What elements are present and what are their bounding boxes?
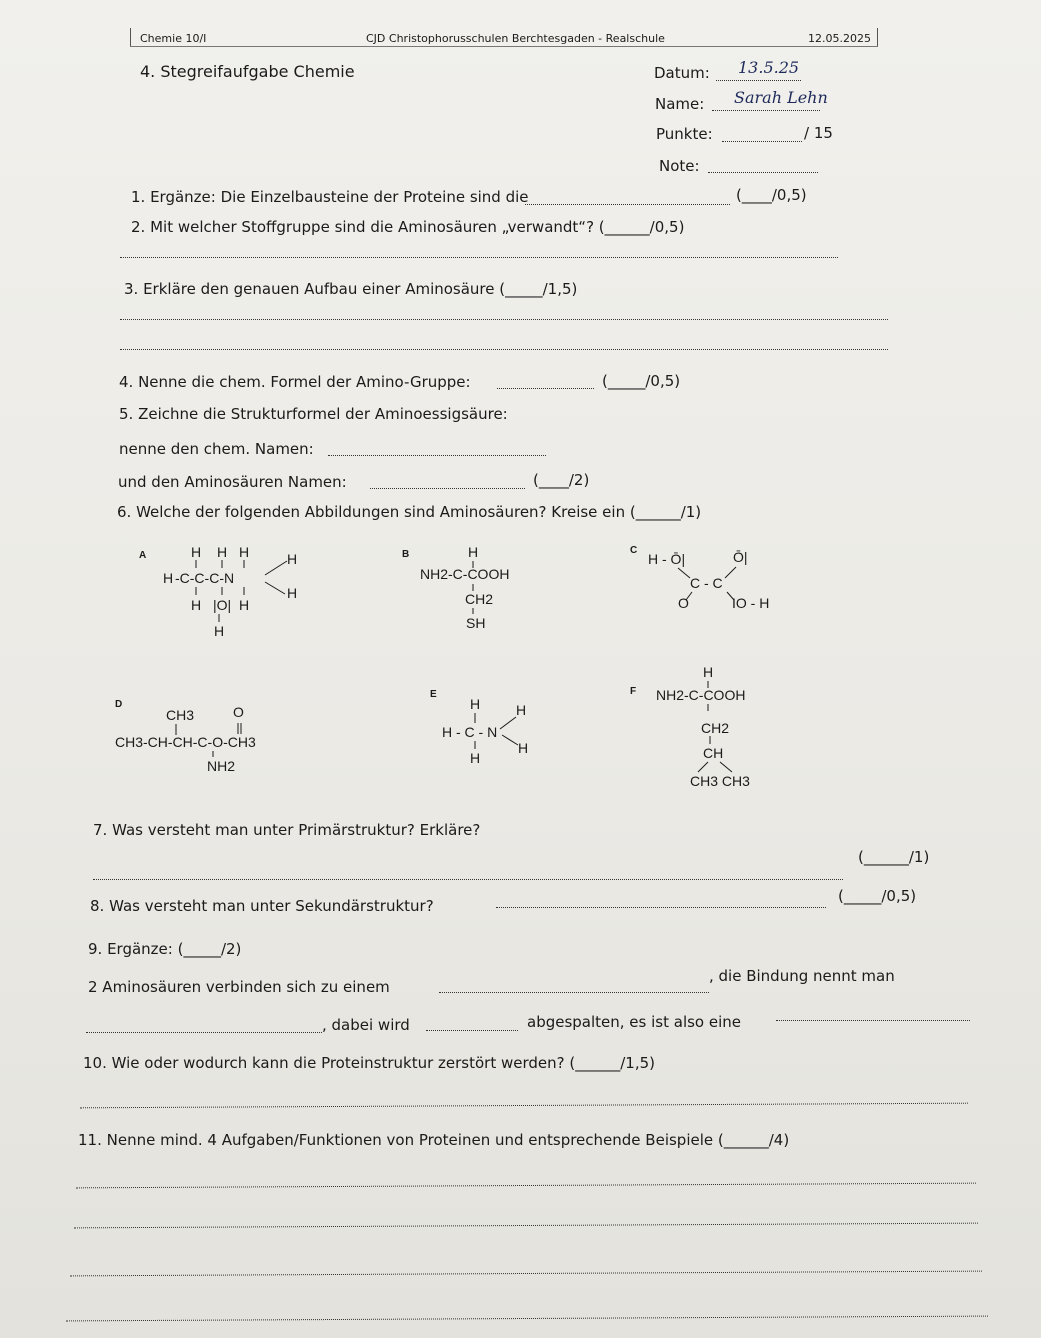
svg-text:NH2-C-COOH: NH2-C-COOH [656, 687, 746, 703]
punkte-label: Punkte: [656, 125, 713, 143]
name-line [712, 110, 820, 111]
q4-points: (_____/0,5) [602, 372, 681, 390]
structure-c[interactable] [628, 540, 788, 620]
q7-text: 7. Was versteht man unter Primärstruktur? Erkläre? [93, 821, 481, 839]
header-left-bar [130, 28, 131, 46]
q7-points: (______/1) [858, 848, 930, 866]
svg-text:H - C - N: H - C - N [442, 724, 498, 740]
svg-text:H: H [468, 544, 479, 560]
header-date: 12.05.2025 [808, 32, 871, 45]
svg-text:H: H [239, 544, 250, 560]
structure-e[interactable] [430, 685, 550, 775]
datum-line [716, 80, 801, 81]
q1-answer-line[interactable] [525, 204, 730, 205]
q1-text: 1. Ergänze: Die Einzelbausteine der Proteine sind die [131, 188, 529, 206]
svg-text:O: O [233, 704, 244, 720]
svg-text:IO - H: IO - H [732, 595, 770, 611]
svg-text:H: H [191, 597, 202, 613]
punkte-line[interactable] [722, 141, 802, 142]
q8-text: 8. Was versteht man unter Sekundärstruktur? [90, 897, 434, 915]
q9-line1-a: 2 Aminosäuren verbinden sich zu einem [88, 978, 390, 996]
structure-c-label: C [630, 545, 638, 556]
svg-text:SH: SH [466, 615, 486, 631]
name-label: Name: [655, 95, 705, 113]
q1-points: (____/0,5) [736, 186, 807, 204]
note-label: Note: [659, 157, 700, 175]
structure-e-label: E [430, 689, 437, 700]
svg-text:H: H [217, 544, 228, 560]
q11-answer-line-3[interactable] [70, 1271, 982, 1277]
name-value[interactable]: Sarah Lehn [734, 88, 828, 107]
q5-amino-name-label: und den Aminosäuren Namen: [118, 473, 347, 491]
structure-b-label: B [402, 549, 410, 560]
q10-answer-line[interactable] [80, 1103, 968, 1109]
structure-d[interactable] [115, 695, 375, 785]
q9-line2-a: , dabei wird [322, 1016, 410, 1034]
q9-line2-b: abgespalten, es ist also eine [527, 1013, 742, 1031]
structure-a[interactable] [135, 540, 335, 650]
q9-line1-b: , die Bindung nennt man [709, 967, 895, 985]
q2-answer-line[interactable] [120, 257, 838, 258]
svg-text:H: H [191, 544, 202, 560]
q9-blank-4[interactable] [776, 1020, 970, 1021]
q11-answer-line-1[interactable] [76, 1183, 976, 1189]
svg-text:H - Ō|: H - Ō| [648, 551, 686, 567]
page-title: 4. Stegreifaufgabe Chemie [140, 62, 355, 81]
q3-answer-line-1[interactable] [120, 319, 888, 320]
q2-text: 2. Mit welcher Stoffgruppe sind die Aminosäuren „verwandt“? (______/0,5) [131, 218, 685, 236]
q9-blank-1[interactable] [439, 992, 709, 993]
svg-text:H: H [470, 696, 481, 712]
structure-a-label: A [139, 550, 147, 561]
q8-answer-line[interactable] [496, 907, 826, 908]
svg-text:CH2: CH2 [701, 720, 730, 736]
svg-text:H: H [287, 585, 298, 601]
q3-answer-line-2[interactable] [120, 349, 888, 350]
structure-d-label: D [115, 699, 123, 710]
svg-text:CH3-CH-CH-C-O-CH3: CH3-CH-CH-C-O-CH3 [115, 734, 256, 750]
q5-chem-name-line[interactable] [328, 455, 546, 456]
datum-value[interactable]: 13.5.25 [738, 58, 800, 77]
q10-text: 10. Wie oder wodurch kann die Proteinstruktur zerstört werden? (______/1,5) [83, 1054, 655, 1072]
note-line[interactable] [708, 172, 818, 173]
school-name: CJD Christophorusschulen Berchtesgaden - Realschule [366, 32, 665, 45]
q5-amino-name-line[interactable] [370, 488, 525, 489]
svg-text:NH2-C-COOH: NH2-C-COOH [420, 566, 510, 582]
q9-blank-2[interactable] [86, 1032, 322, 1033]
q11-answer-line-2[interactable] [74, 1223, 978, 1229]
q5-chem-name-label: nenne den chem. Namen: [119, 440, 314, 458]
svg-text:NH2: NH2 [207, 758, 236, 774]
svg-text:H: H [214, 623, 225, 639]
svg-text:CH: CH [703, 745, 724, 761]
q5-points: (____/2) [533, 471, 590, 489]
q3-text: 3. Erkläre den genauen Aufbau einer Aminosäure (_____/1,5) [124, 280, 578, 298]
header-underline [130, 46, 878, 47]
svg-text:H: H [163, 570, 174, 586]
header-right-bar [877, 28, 878, 46]
svg-text:C - C: C - C [690, 575, 723, 591]
q4-answer-line[interactable] [497, 388, 594, 389]
q11-text: 11. Nenne mind. 4 Aufgaben/Funktionen von Proteinen und entsprechende Beispiele (______/4) [78, 1131, 790, 1149]
structure-f[interactable] [628, 660, 808, 795]
svg-text:Ō|: Ō| [733, 549, 748, 565]
svg-text:-C-C-C-N: -C-C-C-N [175, 570, 235, 586]
svg-text:|O|: |O| [213, 597, 232, 613]
svg-text:H: H [239, 597, 250, 613]
punkte-max: / 15 [804, 124, 833, 142]
svg-text:H: H [470, 750, 481, 766]
svg-text:CH2: CH2 [465, 591, 494, 607]
svg-text:CH3 CH3: CH3 CH3 [690, 773, 750, 789]
q9-blank-3[interactable] [426, 1030, 518, 1031]
structure-b[interactable] [400, 540, 570, 640]
q8-points: (_____/0,5) [838, 887, 917, 905]
svg-text:CH3: CH3 [166, 707, 195, 723]
q4-text: 4. Nenne die chem. Formel der Amino-Gruppe: [119, 373, 471, 391]
svg-text:H: H [287, 551, 298, 567]
datum-label: Datum: [654, 64, 710, 82]
q6-text: 6. Welche der folgenden Abbildungen sind Aminosäuren? Kreise ein (______/1) [117, 503, 702, 521]
svg-text:H: H [703, 664, 714, 680]
svg-text:H: H [516, 702, 527, 718]
structure-f-label: F [630, 686, 637, 697]
svg-text:H: H [518, 740, 529, 756]
svg-text:O: O [678, 595, 689, 611]
q5-text: 5. Zeichne die Strukturformel der Aminoessigsäure: [119, 405, 508, 423]
class-label: Chemie 10/I [140, 32, 207, 45]
q7-answer-line[interactable] [93, 879, 843, 880]
q11-answer-line-4[interactable] [66, 1316, 988, 1322]
q9-text: 9. Ergänze: (_____/2) [88, 940, 242, 958]
